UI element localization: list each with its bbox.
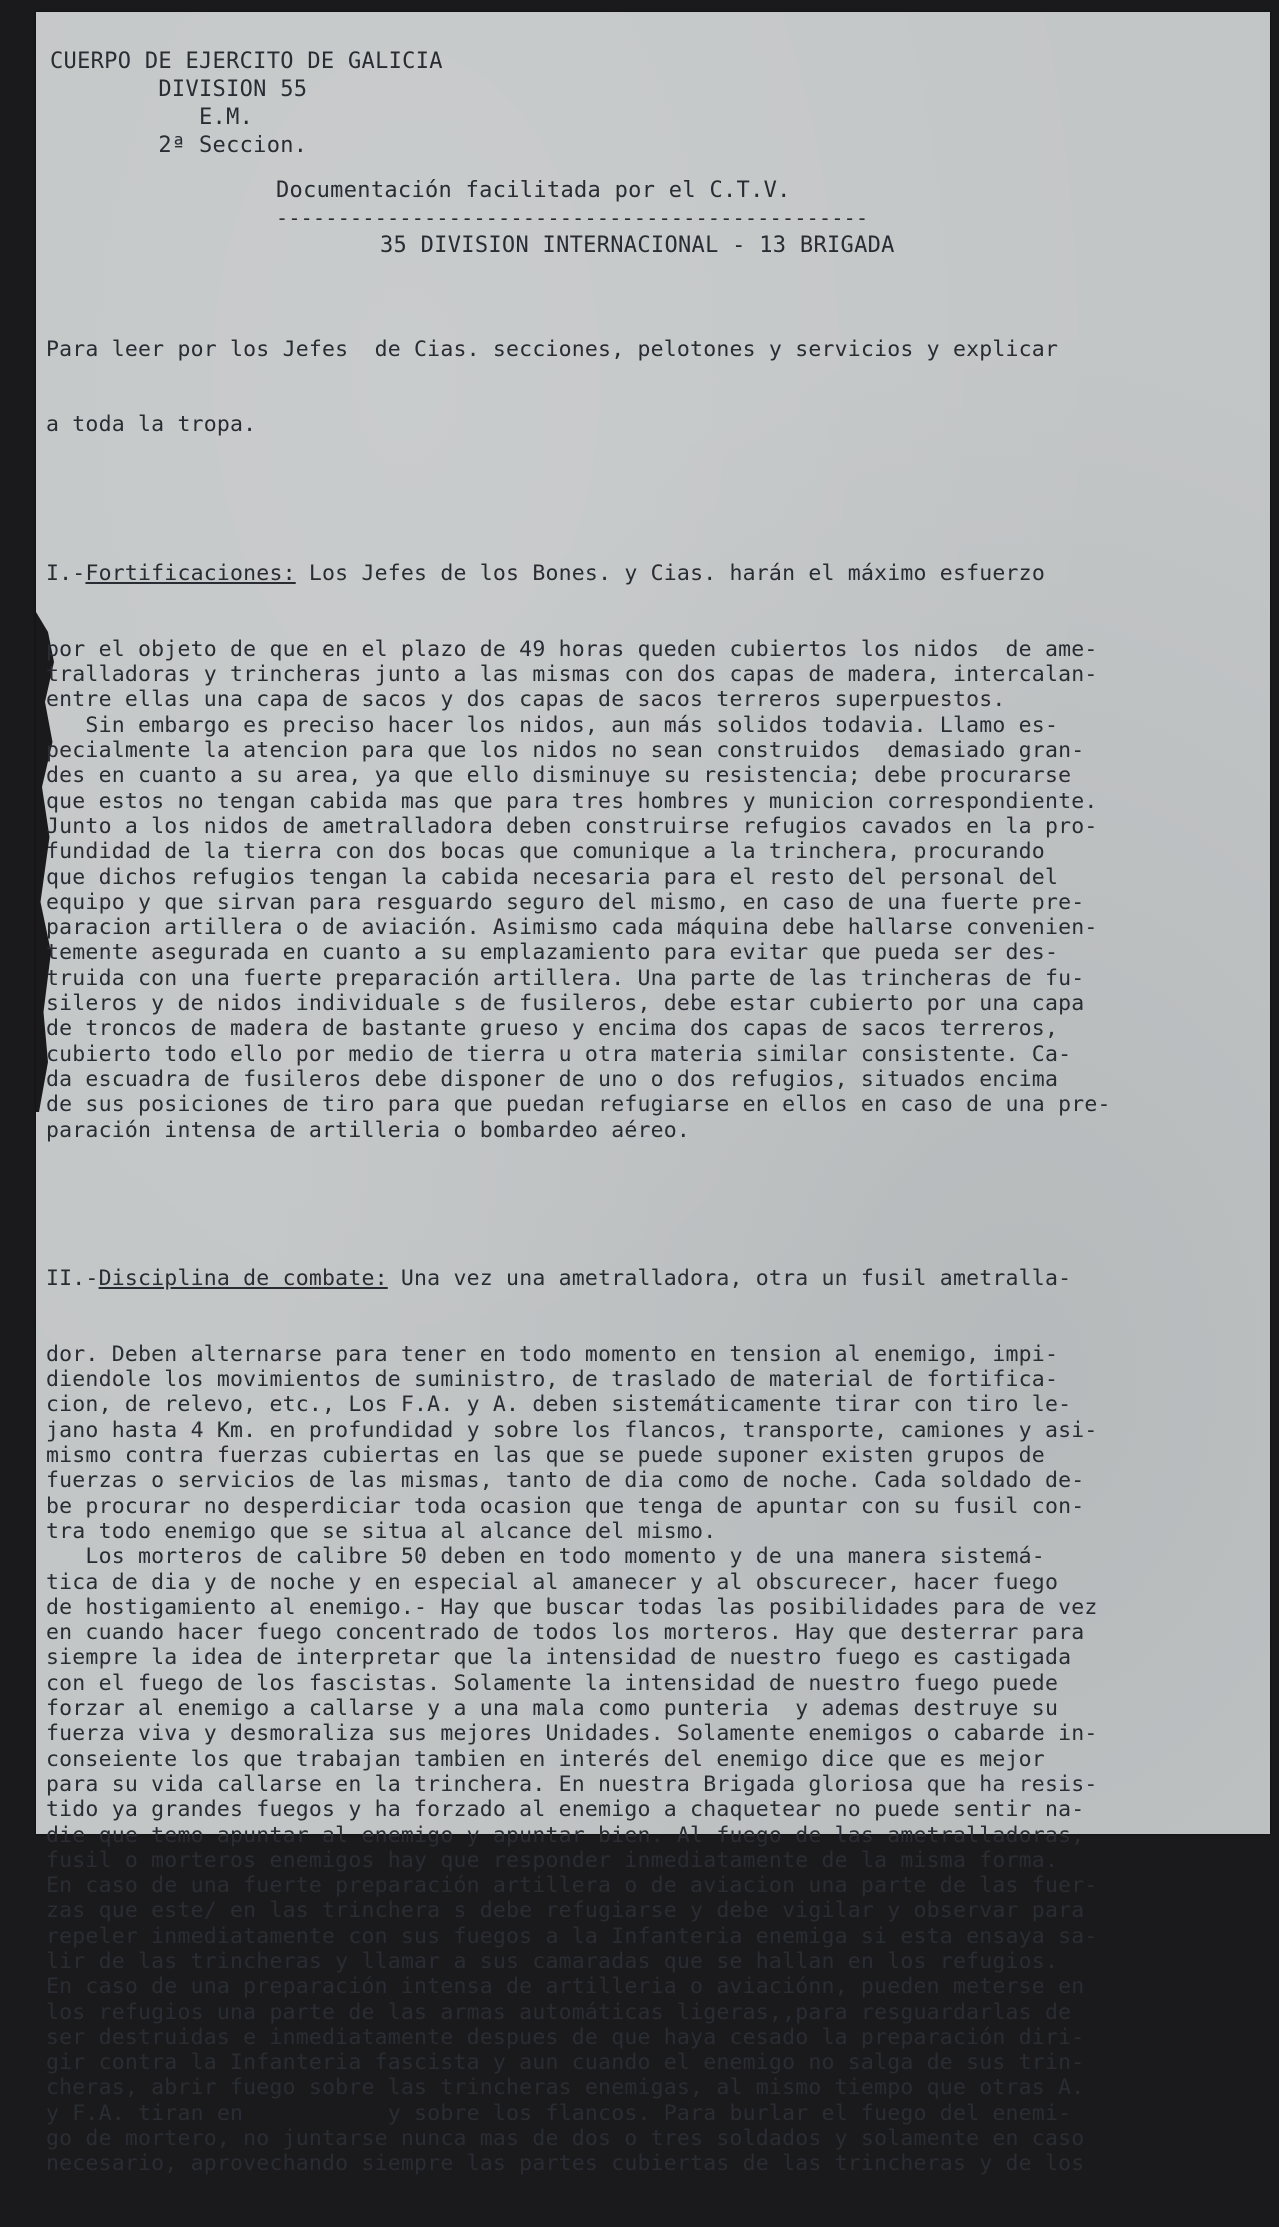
text-line: de hostigamiento al enemigo.- Hay que buscar todas las posibilidades para de vez <box>46 1594 1098 1620</box>
section-2-first-line-text: Una vez una ametralladora, otra un fusil ametralla- <box>387 1265 1072 1291</box>
text-line: equipo y que sirvan para resguardo seguro del mismo, en caso de una fuerte pre- <box>46 889 1085 915</box>
text-line: siempre la idea de interpretar que la intensidad de nuestro fuego es castigada <box>46 1645 1072 1671</box>
intro-line-1: Para leer por los Jefes de Cias. secciones, pelotones y servicios y explicar <box>46 336 1059 362</box>
header-line-3: E.M. <box>50 105 254 130</box>
section-2-heading: Disciplina de combate: <box>98 1265 388 1291</box>
document-subtitle: 35 DIVISION INTERNACIONAL - 13 BRIGADA <box>380 233 895 258</box>
title-rule: ------------------------------------------------ <box>276 206 869 230</box>
text-line: tralladoras y trincheras junto a las mismas con dos capas de madera, intercalan- <box>46 662 1098 688</box>
text-line: Los morteros de calibre 50 deben en todo momento y de una manera sistemá- <box>46 1544 1045 1570</box>
text-line: necesario, aprovechando siempre las partes cubiertas de las trincheras y de los <box>46 2151 1085 2177</box>
section-2-number: II.- <box>46 1265 99 1291</box>
document-header <box>50 48 443 160</box>
text-line: tica de dia y de noche y en especial al amanecer y al obscurecer, hacer fuego <box>46 1569 1059 1595</box>
text-line: fundidad de la tierra con dos bocas que comunique a la trinchera, procurando <box>46 839 1045 865</box>
text-line: diendole los movimientos de suministro, de traslado de material de fortifica- <box>46 1367 1059 1393</box>
text-line: entre ellas una capa de sacos y dos capas de sacos terreros superpuestos. <box>46 687 1006 713</box>
text-line: de troncos de madera de bastante grueso y encima dos capas de sacos terreros, <box>46 1016 1059 1042</box>
text-line: temente asegurada en cuanto a su emplazamiento para evitar que pueda ser des- <box>46 940 1059 966</box>
section-1-first-line-text: Los Jefes de los Bones. y Cias. harán el máximo esfuerzo <box>295 560 1045 586</box>
text-line: de sus posiciones de tiro para que puedan refugiarse en ellos en caso de una pre- <box>46 1092 1111 1118</box>
text-line: En caso de una preparación intensa de artilleria o aviaciónn, pueden meterse en <box>46 1974 1085 2000</box>
text-line: y F.A. tiran en y sobre los flancos. Para burlar el fuego del enemi- <box>46 2100 1072 2126</box>
text-line: jano hasta 4 Km. en profundidad y sobre los flancos, transporte, camiones y asi- <box>46 1417 1098 1443</box>
text-line: Junto a los nidos de ametralladora deben construirse refugios cavados en la pro- <box>46 813 1098 839</box>
header-line-4: 2ª Seccion. <box>50 133 308 158</box>
header-line-1: CUERPO DE EJERCITO DE GALICIA <box>50 49 443 74</box>
text-line: cheras, abrir fuego sobre las trincheras enemigas, al mismo tiempo que otras A. <box>46 2075 1085 2101</box>
text-line: da escuadra de fusileros debe disponer de uno o dos refugios, situados encima <box>46 1066 1059 1092</box>
header-line-2: DIVISION 55 <box>50 77 308 102</box>
document-title: Documentación facilitada por el C.T.V. <box>276 178 791 203</box>
text-line: que estos no tengan cabida mas que para tres hombres y municion correspondiente. <box>46 788 1098 814</box>
section-1-first-line <box>46 561 1264 586</box>
text-line: cubierto todo ello por medio de tierra u otra materia similar consistente. Ca- <box>46 1041 1072 1067</box>
text-line: que dichos refugios tengan la cabida necesaria para el resto del personal del <box>46 864 1059 890</box>
text-line: zas que este/ en las trinchera s debe refugiarse y debe vigilar y observar para <box>46 1898 1085 1924</box>
text-line: Sin embargo es preciso hacer los nidos, aun más solidos todavia. Llamo es- <box>46 712 1059 738</box>
text-line: die que temo apuntar al enemigo y apuntar bien. Al fuego de las ametralladoras, <box>46 1822 1085 1848</box>
text-line: go de mortero, no juntarse nunca mas de dos o tres soldados y solamente en caso <box>46 2126 1085 2152</box>
text-line: paración intensa de artilleria o bombardeo aéreo. <box>46 1117 691 1143</box>
text-line: En caso de una fuerte preparación artillera o de aviacion una parte de las fuer- <box>46 1873 1098 1899</box>
document-page <box>36 12 1270 2177</box>
text-line: ser destruidas e inmediatamente despues de que haya cesado la preparación diri- <box>46 2024 1085 2050</box>
text-line: tra todo enemigo que se situa al alcance del mismo. <box>46 1518 717 1544</box>
text-line: dor. Deben alternarse para tener en todo momento en tension al enemigo, impi- <box>46 1341 1059 1367</box>
text-line: fusil o morteros enemigos hay que responder inmediatamente de la misma forma. <box>46 1847 1059 1873</box>
text-line: sileros y de nidos individuale s de fusileros, debe estar cubierto por una capa <box>46 991 1085 1017</box>
text-line: mismo contra fuerzas cubiertas en las que se puede suponer existen grupos de <box>46 1443 1045 1469</box>
text-line: gir contra la Infanteria fascista y aun cuando el enemigo no salga de sus trin- <box>46 2050 1085 2076</box>
text-line: pecialmente la atencion para que los nidos no sean construidos demasiado gran- <box>46 738 1085 764</box>
text-line: fuerzas o servicios de las mismas, tanto de dia como de noche. Cada soldado de- <box>46 1468 1085 1494</box>
text-line: tido ya grandes fuegos y ha forzado al enemigo a chaquetear no puede sentir na- <box>46 1797 1085 1823</box>
text-line: cion, de relevo, etc., Los F.A. y A. deben sistemáticamente tirar con tiro le- <box>46 1392 1072 1418</box>
intro-line-2: a toda la tropa. <box>46 412 257 438</box>
text-line: por el objeto de que en el plazo de 49 horas queden cubiertos los nidos de ame- <box>46 636 1098 662</box>
text-line: en cuando hacer fuego concentrado de todos los morteros. Hay que desterrar para <box>46 1620 1085 1646</box>
section-1-lines <box>46 637 1264 1143</box>
text-line: paracion artillera o de aviación. Asimismo cada máquina debe hallarse convenien- <box>46 915 1098 941</box>
text-line: los refugios una parte de las armas automáticas ligeras,,para resguardarlas de <box>46 1999 1072 2025</box>
text-line: repeler inmediatamente con sus fuegos a la Infanteria enemiga si esta ensaya sa- <box>46 1923 1098 1949</box>
document-body <box>46 286 1264 2227</box>
section-2-first-line <box>46 1266 1264 1291</box>
text-line: be procurar no desperdiciar toda ocasion que tenga de apuntar con su fusil con- <box>46 1493 1085 1519</box>
text-line: conseiente los que trabajan tambien en interés del enemigo dice que es mejor <box>46 1746 1045 1772</box>
text-line: con el fuego de los fascistas. Solamente la intensidad de nuestro fuego puede <box>46 1670 1059 1696</box>
section-1-number: I.- <box>46 560 86 586</box>
text-line: des en cuanto a su area, ya que ello disminuye su resistencia; debe procurarse <box>46 763 1072 789</box>
text-line: forzar al enemigo a callarse y a una mala como punteria y ademas destruye su <box>46 1696 1059 1722</box>
text-line: lir de las trincheras y llamar a sus camaradas que se hallan en los refugios. <box>46 1949 1059 1974</box>
text-line: truida con una fuerte preparación artillera. Una parte de las trincheras de fu- <box>46 965 1085 991</box>
section-1-heading: Fortificaciones: <box>85 560 296 586</box>
text-line: para su vida callarse en la trinchera. En nuestra Brigada gloriosa que ha resis- <box>46 1771 1098 1797</box>
section-2-lines <box>46 1342 1264 2177</box>
text-line: fuerza viva y desmoraliza sus mejores Unidades. Solamente enemigos o cabarde in- <box>46 1721 1098 1747</box>
